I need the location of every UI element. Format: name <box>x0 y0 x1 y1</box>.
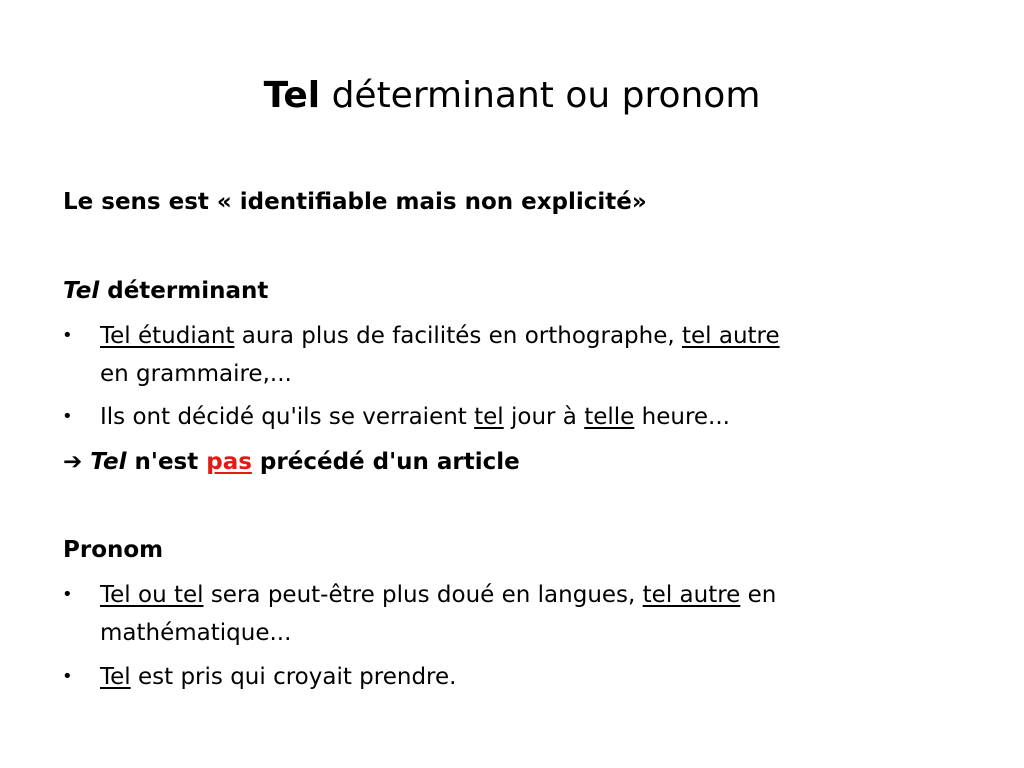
section1-heading-italic: Tel <box>63 278 100 304</box>
arrow-icon: ➔ <box>63 449 83 475</box>
text: heure... <box>634 404 730 430</box>
text: est pris qui croyait prendre. <box>130 664 457 690</box>
text: précédé d'un article <box>251 449 520 475</box>
section1-conclusion <box>63 444 963 480</box>
section1-bullet2 <box>62 399 960 435</box>
text: sera peut-être plus doué en langues, <box>203 582 643 608</box>
section1-heading-rest: déterminant <box>99 278 269 304</box>
underlined-text: Tel étudiant <box>100 323 235 349</box>
underlined-text: tel autre <box>642 582 741 608</box>
text: en <box>740 582 777 608</box>
bullet-icon: • <box>62 584 73 605</box>
slide-title <box>0 74 1024 118</box>
bullet-icon: • <box>62 325 73 346</box>
subtitle: Le sens est « identifiable mais non explicité» <box>63 189 647 215</box>
text: jour à <box>503 404 585 430</box>
section2-heading: Pronom <box>63 537 164 563</box>
underlined-text: Tel ou tel <box>100 582 204 608</box>
section2-bullet1-line2: mathématique... <box>100 620 292 646</box>
section1-bullet1-line2: en grammaire,... <box>100 361 292 387</box>
section1-heading <box>63 273 963 309</box>
section1-bullet1 <box>62 318 960 354</box>
underlined-text: Tel <box>100 664 131 690</box>
title-rest: déterminant ou pronom <box>320 75 761 116</box>
text: n'est <box>126 449 207 475</box>
conclusion-italic: Tel <box>90 449 127 475</box>
text: Ils ont décidé qu'ils se verraient <box>100 404 475 430</box>
bullet-icon: • <box>62 406 73 427</box>
underlined-text: tel autre <box>682 323 780 349</box>
underlined-text: telle <box>584 404 635 430</box>
highlight-text: pas <box>206 449 252 475</box>
bullet-icon: • <box>62 666 73 687</box>
text: aura plus de facilités en orthographe, <box>234 323 682 349</box>
title-bold: Tel <box>263 75 321 116</box>
underlined-text: tel <box>474 404 504 430</box>
section2-bullet2 <box>62 659 960 695</box>
section2-bullet1 <box>62 577 960 613</box>
